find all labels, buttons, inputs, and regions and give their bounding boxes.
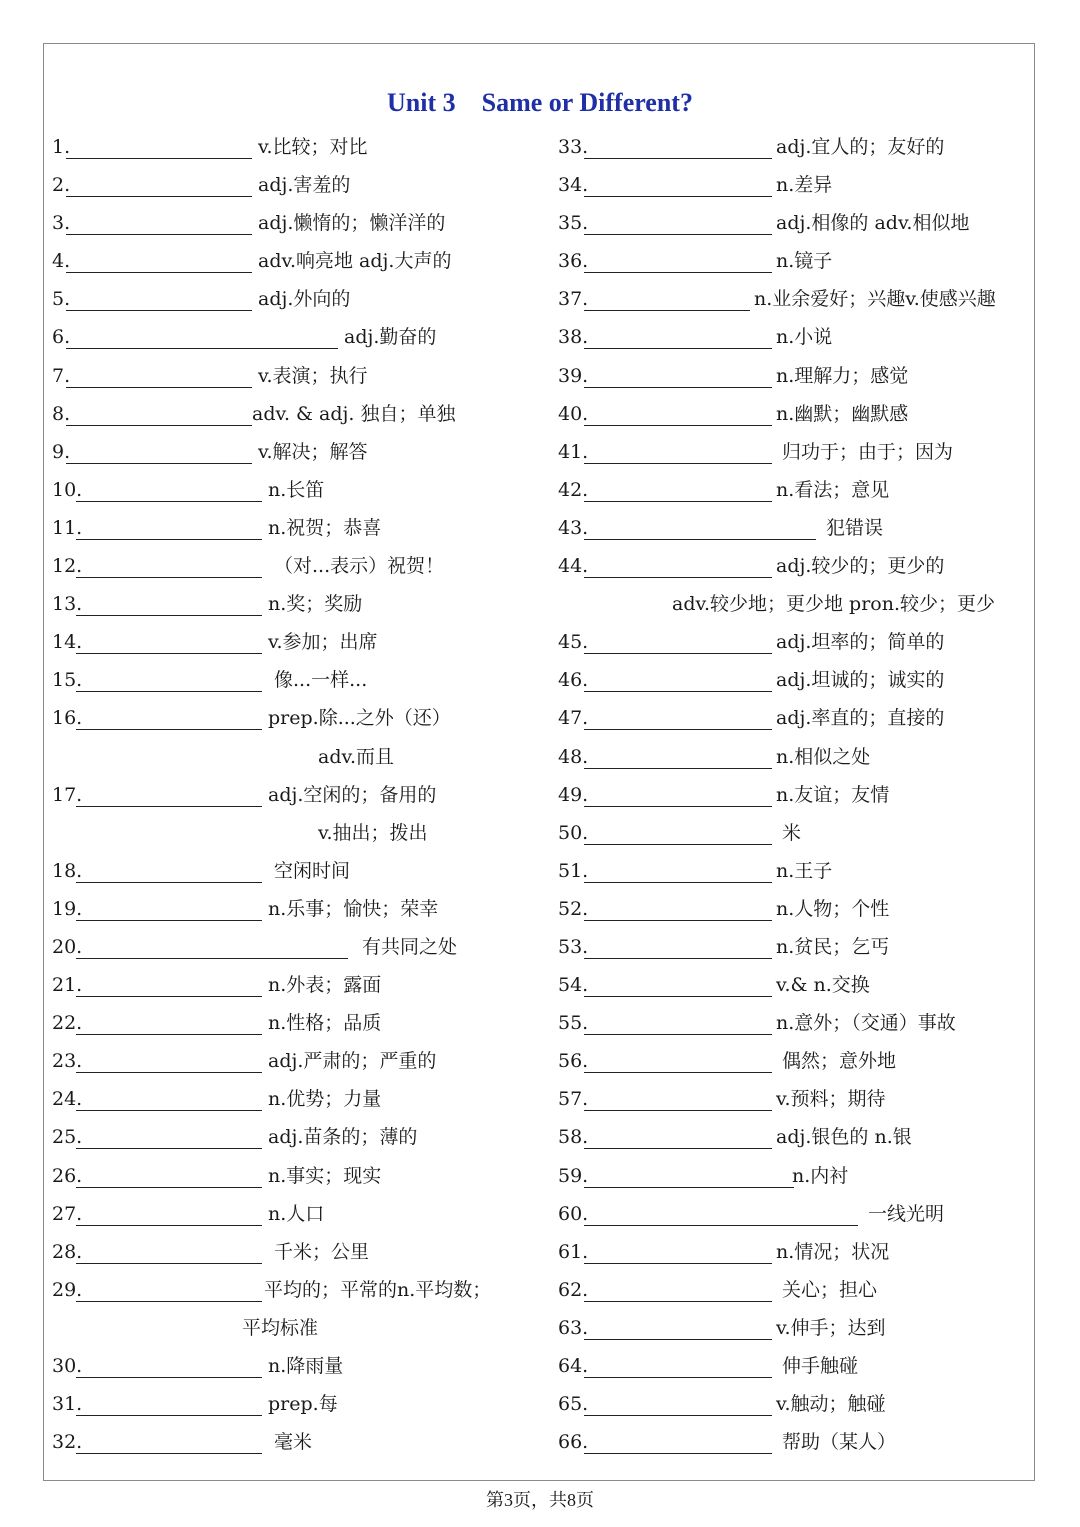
item-number: 25.	[52, 1126, 83, 1149]
answer-blank[interactable]	[584, 348, 772, 349]
vocab-item-7	[52, 357, 532, 395]
answer-blank[interactable]	[76, 691, 262, 692]
item-number: 66.	[558, 1431, 589, 1454]
vocab-item-32	[52, 1423, 532, 1461]
vocab-item-36	[558, 242, 1033, 280]
vocab-item-44	[558, 547, 1033, 585]
answer-blank[interactable]	[76, 1034, 262, 1035]
answer-blank[interactable]	[584, 1187, 794, 1188]
answer-blank[interactable]	[76, 1453, 262, 1454]
item-number: 37.	[558, 288, 589, 311]
page-title: Unit 3 Same or Different?	[387, 88, 693, 117]
vocab-item-11	[52, 509, 532, 547]
item-number: 57.	[558, 1088, 589, 1111]
vocab-item-13	[52, 585, 532, 623]
item-meaning: 像...一样...	[274, 669, 368, 692]
item-meaning: adj.较少的；更少的	[776, 555, 945, 578]
item-meaning: 米	[782, 821, 802, 844]
item-meaning: 有共同之处	[362, 935, 458, 958]
answer-blank[interactable]	[584, 1110, 772, 1111]
item-meaning: n.理解力；感觉	[776, 364, 909, 387]
answer-blank[interactable]	[66, 158, 252, 159]
answer-blank[interactable]	[76, 806, 262, 807]
vocab-item-59	[558, 1157, 1033, 1195]
vocab-item-28	[52, 1233, 532, 1271]
answer-blank[interactable]	[76, 1377, 262, 1378]
item-meaning: n.外表；露面	[268, 974, 382, 997]
item-meaning: v.解决；解答	[258, 440, 368, 463]
item-number: 45.	[558, 631, 589, 654]
vocab-item-4	[52, 242, 532, 280]
vocab-item-48	[558, 738, 1033, 776]
vocab-item-continuation	[52, 814, 532, 852]
vocab-item-30	[52, 1347, 532, 1385]
item-number: 14.	[52, 631, 83, 654]
answer-blank[interactable]	[584, 958, 772, 959]
item-number: 12.	[52, 555, 83, 578]
answer-blank[interactable]	[584, 234, 772, 235]
item-number: 16.	[52, 707, 83, 730]
answer-blank[interactable]	[584, 768, 772, 769]
item-meaning: adj.空闲的；备用的	[268, 783, 437, 806]
vocab-item-6	[52, 318, 532, 356]
vocab-item-58	[558, 1118, 1033, 1156]
item-meaning: 犯错误	[826, 516, 884, 539]
answer-blank[interactable]	[584, 920, 772, 921]
answer-blank[interactable]	[584, 729, 772, 730]
answer-blank[interactable]	[76, 501, 262, 502]
vocab-item-39	[558, 357, 1033, 395]
item-number: 42.	[558, 478, 589, 501]
item-meaning-continued: adv.较少地；更少地 pron.较少；更少	[672, 593, 996, 616]
item-number: 26.	[52, 1164, 83, 1187]
item-number: 21.	[52, 974, 83, 997]
item-number: 17.	[52, 783, 83, 806]
item-number: 65.	[558, 1393, 589, 1416]
item-number: 23.	[52, 1050, 83, 1073]
answer-blank[interactable]	[76, 882, 262, 883]
item-number: 20.	[52, 935, 83, 958]
answer-blank[interactable]	[584, 196, 772, 197]
answer-blank[interactable]	[584, 1377, 772, 1378]
item-meaning: n.王子	[776, 859, 833, 882]
item-number: 3.	[52, 212, 71, 235]
vocab-item-24	[52, 1080, 532, 1118]
answer-blank[interactable]	[66, 310, 252, 311]
item-number: 6.	[52, 326, 71, 349]
item-meaning: n.事实；现实	[268, 1164, 382, 1187]
answer-blank[interactable]	[76, 1072, 262, 1073]
item-meaning: adj.率直的；直接的	[776, 707, 945, 730]
answer-blank[interactable]	[584, 1339, 772, 1340]
answer-blank[interactable]	[76, 1187, 262, 1188]
answer-blank[interactable]	[76, 577, 262, 578]
item-number: 32.	[52, 1431, 83, 1454]
answer-blank[interactable]	[584, 806, 772, 807]
answer-blank[interactable]	[584, 1263, 772, 1264]
item-meaning: n.人口	[268, 1202, 325, 1225]
item-meaning: 平均的；平常的n.平均数；	[264, 1278, 492, 1301]
vocab-item-61	[558, 1233, 1033, 1271]
vocab-item-15	[52, 661, 532, 699]
item-number: 46.	[558, 669, 589, 692]
right-column	[558, 128, 1033, 1461]
item-number: 2.	[52, 174, 71, 197]
item-number: 7.	[52, 364, 71, 387]
item-number: 27.	[52, 1202, 83, 1225]
item-meaning: n.友谊；友情	[776, 783, 890, 806]
vocab-item-continuation	[558, 585, 1033, 623]
item-number: 61.	[558, 1240, 589, 1263]
item-meaning: 帮助（某人）	[782, 1431, 897, 1454]
answer-blank[interactable]	[66, 387, 252, 388]
answer-blank[interactable]	[76, 1301, 262, 1302]
item-meaning: v.比较；对比	[258, 136, 368, 158]
vocab-item-29	[52, 1271, 532, 1309]
answer-blank[interactable]	[584, 1301, 772, 1302]
answer-blank[interactable]	[76, 1110, 262, 1111]
item-meaning: adj.外向的	[258, 288, 351, 311]
item-meaning: n.人物；个性	[776, 897, 890, 920]
answer-blank[interactable]	[584, 501, 772, 502]
vocab-item-42	[558, 471, 1033, 509]
answer-blank[interactable]	[584, 1415, 772, 1416]
item-meaning: adj.懒惰的；懒洋洋的	[258, 212, 446, 235]
vocab-item-56	[558, 1042, 1033, 1080]
answer-blank[interactable]	[76, 958, 348, 959]
item-number: 4.	[52, 250, 71, 273]
item-meaning: 空闲时间	[274, 859, 351, 882]
vocab-item-43	[558, 509, 1033, 547]
item-number: 34.	[558, 174, 589, 197]
answer-blank[interactable]	[76, 615, 262, 616]
vocab-item-8	[52, 395, 532, 433]
item-meaning: 关心；担心	[782, 1278, 878, 1301]
item-meaning: adj.勤奋的	[344, 326, 437, 349]
item-meaning: 归功于；由于；因为	[782, 440, 954, 463]
vocab-item-47	[558, 699, 1033, 737]
item-number: 15.	[52, 669, 83, 692]
vocab-item-5	[52, 280, 532, 318]
answer-blank[interactable]	[66, 272, 252, 273]
vocab-item-49	[558, 776, 1033, 814]
answer-blank[interactable]	[584, 1148, 772, 1149]
item-meaning: n.内衬	[792, 1164, 849, 1187]
item-meaning-continued: adv.而且	[318, 745, 395, 768]
item-number: 64.	[558, 1355, 589, 1377]
answer-blank[interactable]	[66, 348, 338, 349]
item-meaning: n.差异	[776, 174, 833, 197]
item-number: 8.	[52, 402, 71, 425]
item-number: 40.	[558, 402, 589, 425]
item-number: 41.	[558, 440, 589, 463]
item-meaning: adj.银色的 n.银	[776, 1126, 912, 1149]
vocab-item-60	[558, 1195, 1033, 1233]
vocab-item-27	[52, 1195, 532, 1233]
item-number: 35.	[558, 212, 589, 235]
answer-blank[interactable]	[66, 234, 252, 235]
item-meaning: adj.宜人的；友好的	[776, 136, 945, 158]
item-meaning: 伸手触碰	[782, 1355, 859, 1377]
item-meaning: n.祝贺；恭喜	[268, 516, 382, 539]
item-meaning: n.降雨量	[268, 1355, 344, 1377]
vocab-item-34	[558, 166, 1033, 204]
answer-blank[interactable]	[76, 1415, 262, 1416]
answer-blank[interactable]	[76, 996, 262, 997]
vocab-item-57	[558, 1080, 1033, 1118]
vocab-item-9	[52, 433, 532, 471]
item-number: 60.	[558, 1202, 589, 1225]
item-meaning: n.幽默；幽默感	[776, 402, 909, 425]
answer-blank[interactable]	[584, 425, 772, 426]
vocab-item-1	[52, 128, 532, 166]
answer-blank[interactable]	[584, 1225, 858, 1226]
item-number: 39.	[558, 364, 589, 387]
item-meaning: 一线光明	[868, 1202, 945, 1225]
answer-blank[interactable]	[76, 539, 262, 540]
page-number: 第3页，共8页	[486, 1490, 594, 1510]
item-number: 30.	[52, 1355, 83, 1377]
item-meaning: v.参加；出席	[268, 631, 378, 654]
item-meaning: n.意外；（交通）事故	[776, 1012, 956, 1035]
item-number: 31.	[52, 1393, 83, 1416]
item-number: 36.	[558, 250, 589, 273]
item-number: 19.	[52, 897, 83, 920]
item-meaning: adv. & adj. 独自；单独	[252, 402, 456, 425]
answer-blank[interactable]	[584, 653, 772, 654]
item-meaning: adj.相像的 adv.相似地	[776, 212, 970, 235]
vocab-item-21	[52, 966, 532, 1004]
item-number: 59.	[558, 1164, 589, 1187]
vocab-item-66	[558, 1423, 1033, 1461]
vocab-item-18	[52, 852, 532, 890]
answer-blank[interactable]	[584, 1034, 772, 1035]
vocab-item-35	[558, 204, 1033, 242]
answer-blank[interactable]	[584, 691, 772, 692]
answer-blank[interactable]	[584, 1072, 772, 1073]
item-meaning: n.相似之处	[776, 745, 871, 768]
item-number: 29.	[52, 1278, 83, 1301]
item-number: 28.	[52, 1240, 83, 1263]
item-meaning: （对...表示）祝贺！	[274, 555, 445, 578]
item-meaning: 偶然；意外地	[782, 1050, 897, 1073]
vocab-item-10	[52, 471, 532, 509]
item-number: 53.	[558, 935, 589, 958]
item-number: 62.	[558, 1278, 589, 1301]
item-number: 47.	[558, 707, 589, 730]
vocab-item-31	[52, 1385, 532, 1423]
item-meaning: n.乐事；愉快；荣幸	[268, 897, 439, 920]
answer-blank[interactable]	[584, 577, 772, 578]
vocab-item-40	[558, 395, 1033, 433]
answer-blank[interactable]	[66, 463, 252, 464]
vocab-item-17	[52, 776, 532, 814]
item-number: 50.	[558, 821, 589, 844]
item-meaning: adj.害羞的	[258, 174, 351, 197]
item-meaning: n.性格；品质	[268, 1012, 382, 1035]
answer-blank[interactable]	[584, 387, 772, 388]
vocab-item-continuation	[52, 1309, 532, 1347]
answer-blank[interactable]	[76, 1225, 262, 1226]
vocab-item-62	[558, 1271, 1033, 1309]
vocab-item-2	[52, 166, 532, 204]
item-number: 22.	[52, 1012, 83, 1035]
item-number: 11.	[52, 516, 83, 539]
item-meaning: 千米；公里	[274, 1240, 370, 1263]
answer-blank[interactable]	[76, 920, 262, 921]
item-number: 52.	[558, 897, 589, 920]
vocab-item-52	[558, 890, 1033, 928]
answer-blank[interactable]	[584, 1453, 772, 1454]
item-number: 55.	[558, 1012, 589, 1035]
vocab-item-55	[558, 1004, 1033, 1042]
answer-blank[interactable]	[76, 1263, 262, 1264]
answer-blank[interactable]	[584, 844, 772, 845]
item-number: 48.	[558, 745, 589, 768]
item-number: 49.	[558, 783, 589, 806]
item-number: 33.	[558, 136, 589, 158]
vocab-item-23	[52, 1042, 532, 1080]
answer-blank[interactable]	[76, 729, 262, 730]
item-number: 24.	[52, 1088, 83, 1111]
vocab-item-25	[52, 1118, 532, 1156]
vocab-item-33	[558, 128, 1033, 166]
item-meaning: n.小说	[776, 326, 833, 349]
answer-blank[interactable]	[584, 272, 772, 273]
vocab-item-41	[558, 433, 1033, 471]
vocab-item-50	[558, 814, 1033, 852]
item-number: 63.	[558, 1316, 589, 1339]
item-meaning: n.情况；状况	[776, 1240, 890, 1263]
item-meaning: n.贫民；乞丐	[776, 935, 890, 958]
item-number: 54.	[558, 974, 589, 997]
item-meaning: v.表演；执行	[258, 364, 368, 387]
vocab-item-54	[558, 966, 1033, 1004]
item-number: 58.	[558, 1126, 589, 1149]
item-meaning-continued: v.抽出；拨出	[318, 821, 428, 844]
vocab-item-20	[52, 928, 532, 966]
item-meaning: n.看法；意见	[776, 478, 890, 501]
answer-blank[interactable]	[66, 196, 252, 197]
answer-blank[interactable]	[76, 1148, 262, 1149]
item-number: 18.	[52, 859, 83, 882]
item-meaning-continued: 平均标准	[242, 1316, 319, 1339]
item-meaning: prep.除...之外（还）	[268, 707, 451, 730]
vocab-item-51	[558, 852, 1033, 890]
item-meaning: v.预料；期待	[776, 1088, 886, 1111]
item-meaning: adv.响亮地 adj.大声的	[258, 250, 452, 273]
answer-blank[interactable]	[584, 996, 772, 997]
vocab-item-16	[52, 699, 532, 737]
item-number: 5.	[52, 288, 71, 311]
item-number: 9.	[52, 440, 71, 463]
answer-blank[interactable]	[584, 539, 816, 540]
vocab-item-37	[558, 280, 1033, 318]
vocab-item-65	[558, 1385, 1033, 1423]
item-meaning: n.优势；力量	[268, 1088, 382, 1111]
left-column	[52, 128, 532, 1461]
item-meaning: v.伸手；达到	[776, 1316, 886, 1339]
vocab-item-22	[52, 1004, 532, 1042]
answer-blank[interactable]	[66, 425, 252, 426]
vocab-item-continuation	[52, 738, 532, 776]
answer-blank[interactable]	[76, 653, 262, 654]
item-meaning: n.镜子	[776, 250, 833, 273]
vocab-item-12	[52, 547, 532, 585]
item-meaning: v.触动；触碰	[776, 1393, 886, 1416]
item-meaning: v.& n.交换	[776, 974, 870, 997]
item-meaning: prep.每	[268, 1393, 338, 1416]
item-meaning: adj.苗条的；薄的	[268, 1126, 418, 1149]
vocab-item-63	[558, 1309, 1033, 1347]
item-number: 44.	[558, 555, 589, 578]
answer-blank[interactable]	[584, 882, 772, 883]
item-number: 10.	[52, 478, 83, 501]
item-number: 1.	[52, 136, 71, 158]
vocab-item-26	[52, 1157, 532, 1195]
vocab-item-53	[558, 928, 1033, 966]
item-meaning: 毫米	[274, 1431, 313, 1454]
vocab-item-19	[52, 890, 532, 928]
item-number: 13.	[52, 593, 83, 616]
item-number: 51.	[558, 859, 589, 882]
vocab-item-64	[558, 1347, 1033, 1385]
item-meaning: adj.严肃的；严重的	[268, 1050, 437, 1073]
item-meaning: n.业余爱好；兴趣v.使感兴趣	[754, 288, 996, 311]
answer-blank[interactable]	[584, 310, 750, 311]
item-number: 56.	[558, 1050, 589, 1073]
item-meaning: adj.坦诚的；诚实的	[776, 669, 945, 692]
item-number: 43.	[558, 516, 589, 539]
item-meaning: n.奖；奖励	[268, 593, 363, 616]
item-number: 38.	[558, 326, 589, 349]
answer-blank[interactable]	[584, 158, 772, 159]
vocab-item-46	[558, 661, 1033, 699]
vocab-item-38	[558, 318, 1033, 356]
answer-blank[interactable]	[584, 463, 772, 464]
vocab-item-14	[52, 623, 532, 661]
vocab-item-3	[52, 204, 532, 242]
vocab-item-45	[558, 623, 1033, 661]
item-meaning: adj.坦率的；简单的	[776, 631, 945, 654]
item-meaning: n.长笛	[268, 478, 325, 501]
